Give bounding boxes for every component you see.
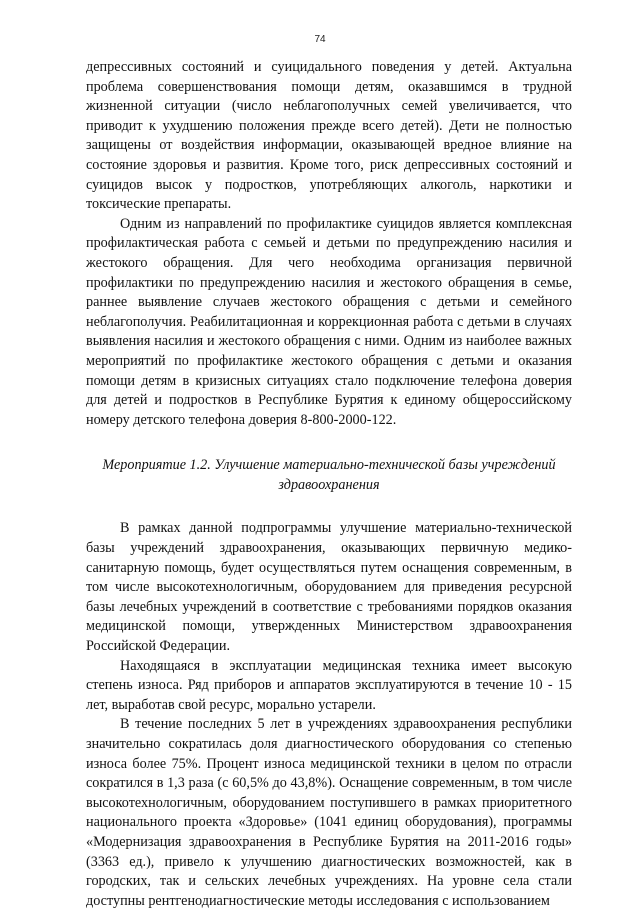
page-content — [86, 58, 572, 911]
paragraph-suicide-prevention: Одним из направлений по профилактике суицидов является комплексная профилактическая работа с семьей и детьми по предупреждению насилия и жестокого обращения. Для чего необходима организация первичной профилактики по предупреждению насилия и жестокого обращения в семье, раннее выявление случаев жестокого обращения с детьми и семейного неблагополучия. Реабилитационная и коррекционная работа с детьми в случаях выявления насилия и жестокого обращения с ними. Одним из наиболее важных мероприятий по профилактикe жестокого обращения с детьми и оказания помощи детям в кризисных ситуациях стало подключение телефона доверия для детей и подростков в Республике Бурятия к единому общероссийскому номеру детского телефона доверия 8-800-2000-122. — [86, 215, 572, 428]
section-heading: Мероприятие 1.2. Улучшение материально-технической базы учреждений здравоохранения — [102, 457, 556, 493]
paragraph-continuation: депрессивных состояний и суицидального поведения у детей. Актуальна проблема совершенствования помощи детям, оказавшимся в трудной жизненной ситуации (число неблагополучных семей увеличивается, что приводит к ухудшению положения прежде всего детей). Дети не полностью защищены от воздействия информации, оказывающей вредное влияние на состояние здоровья и развития. Кроме того, риск депрессивных состояний и суицидов высок у подростков, употребляющих алкоголь, наркотики и токсические препараты. — [86, 59, 572, 213]
paragraph-equipment-wear: Находящаяся в эксплуатации медицинская техника имеет высокую степень износа. Ряд приборов и аппаратов эксплуатируются в течение 10 - 15 лет, выработав свой ресурс, морально устарели. — [86, 657, 572, 713]
page-number: 74 — [314, 34, 326, 45]
paragraph-equipment-upgrade: В рамках данной подпрограммы улучшение материально-технической базы учреждений здравоохранения, оказывающих первичную медико-санитарную помощь, будет осуществляться путем оснащения современным, в том числе высокотехнологичным, оборудованием для приведения ресурсной базы лечебных учреждений в соответствие с требованиями порядков оказания медицинской помощи, утвержденных Министерством здравоохранения Российской Федерации. — [86, 520, 572, 655]
paragraph-equipment-statistics: В течение последних 5 лет в учреждениях здравоохранения республики значительно сократилась доля диагностического оборудования со степенью износа более 75%. Процент износа медицинской техники в целом по отрасли сократился в 1,3 раза (с 60,5% до 43,8%). Оснащение современным, в том числе высокотехнологичным, оборудованием поступившего в рамках приоритетного национального проекта «Здоровье» (1041 единиц оборудования), программы «Модернизация здравоохранения в Республике Бурятия на 2011-2016 годы» (3363 ед.), привело к улучшению диагностических возможностей, как в городских, так и сельских лечебных учреждениях. На уровне села стали доступны рентгенодиагностические методы исследования с использованием — [86, 716, 572, 909]
